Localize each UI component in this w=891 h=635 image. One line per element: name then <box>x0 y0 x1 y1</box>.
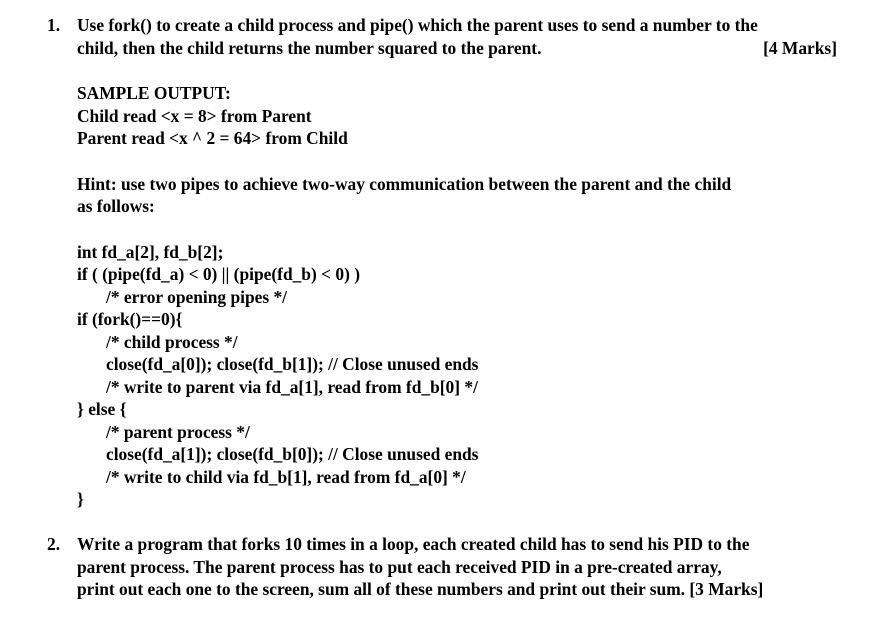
sample-output-line: Parent read <x ^ 2 = 64> from Child <box>77 128 348 148</box>
question-text-line: Write a program that forks 10 times in a loop, each created child has to send his PID to the <box>77 534 750 554</box>
question-text-line: print out each one to the screen, sum all of these numbers and print out their sum. [3 Marks] <box>77 579 764 599</box>
question-number: 2. <box>47 534 61 554</box>
hint-line: as follows: <box>77 196 155 216</box>
code-line: close(fd_a[1]); close(fd_b[0]); // Close unused ends <box>106 444 479 464</box>
question-text-line-with-marks <box>77 37 837 60</box>
code-line: } else { <box>77 399 127 419</box>
spacer <box>77 218 867 241</box>
question-number: 1. <box>47 15 61 35</box>
code-line: close(fd_a[0]); close(fd_b[1]); // Close unused ends <box>106 354 479 374</box>
question-text-line: child, then the child returns the number squared to the parent. <box>77 37 542 58</box>
question-1-body <box>77 14 867 511</box>
code-line: /* error opening pipes */ <box>106 286 288 307</box>
question-text-line: parent process. The parent process has to put each received PID in a pre-created array, <box>77 556 722 577</box>
code-line: /* parent process */ <box>106 421 250 442</box>
code-line: /* write to child via fd_b[1], read from fd_a[0] */ <box>106 466 466 487</box>
code-line: /* child process */ <box>106 331 238 352</box>
code-line: if (fork()==0){ <box>77 309 183 329</box>
hint-line: Hint: use two pipes to achieve two-way communication between the parent and the child <box>77 173 732 194</box>
code-line: int fd_a[2], fd_b[2]; <box>77 241 224 262</box>
sample-output-heading: SAMPLE OUTPUT: <box>77 83 231 103</box>
code-line: if ( (pipe(fd_a) < 0) || (pipe(fd_b) < 0) ) <box>77 264 361 284</box>
spacer <box>77 59 867 82</box>
question-text-line: Use fork() to create a child process and pipe() which the parent uses to send a number to the <box>77 15 758 35</box>
code-line: /* write to parent via fd_a[1], read from fd_b[0] */ <box>106 376 478 397</box>
sample-output-line: Child read <x = 8> from Parent <box>77 105 312 126</box>
marks-label: [4 Marks] <box>763 37 837 58</box>
code-block <box>77 241 867 511</box>
question-2-body <box>77 533 867 601</box>
code-line: } <box>77 489 84 509</box>
spacer <box>77 150 867 173</box>
